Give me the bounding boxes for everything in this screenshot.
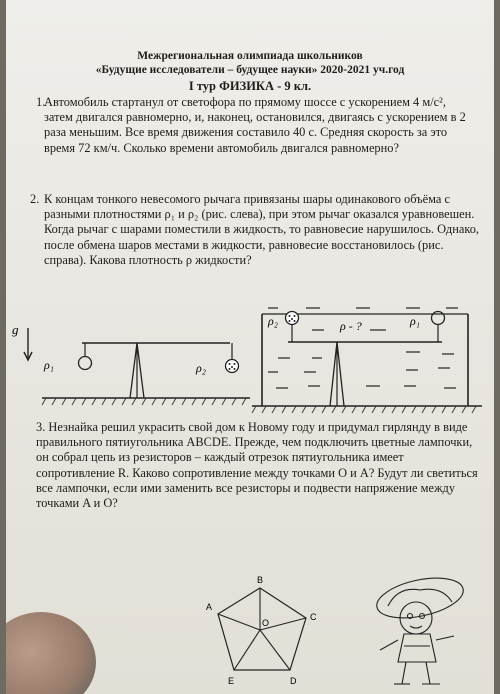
thumb-shadow [6,612,96,694]
header-olympiad: Межрегиональная олимпиада школьников [137,50,363,62]
center-O: O [262,618,270,628]
vertex-B: B [257,575,264,585]
lever-figure [6,306,494,418]
header-round: I тур ФИЗИКА - 9 кл. [188,79,312,93]
right-label-rho2: ρ₂ [268,314,278,328]
worksheet-page [6,0,494,694]
problem-3-text: 3. Незнайка решил украсить свой дом к Новому году и придумал гирлянду в виде правильного пятиугольника ABCDE. Прежде, чем подключить цветные лампочки, он собрал цепь из резисторов – каждый отрезок пятиугольника имеет сопротивление R. Каково сопротивление между точками O и A? Будут ли светиться все лампочки, если ими заменить все резисторы и подвести напряжение между точками A и O? [36,420,478,511]
problem-1-text: Автомобиль стартанул от светофора по прямому шоссе с ускорением 4 м/с², затем двигался равномерно, и, наконец, остановился, двигаясь с ускорением в 2 раза меньшим. Все время движения составило 40 с. Средняя скорость за это время 72 км/ч. Сколько времени автомобиль двигался равномерно? [44,95,466,155]
problem-1-number: 1. [36,95,46,109]
left-label-rho2: ρ₂ [196,361,206,375]
pentagon-figure [196,572,336,690]
vertex-C: C [310,612,317,622]
left-label-rho1: ρ₁ [44,358,54,372]
gravity-label: g [12,322,19,337]
vertex-A: A [206,602,213,612]
pentagon-spokes [218,588,306,670]
right-label-rho1: ρ₁ [410,314,420,328]
problem-2-number: 2. [30,192,40,206]
neznaika-illustration [358,566,488,690]
vertex-E: E [228,676,235,686]
liquid-density-label: ρ - ? [340,319,362,333]
header-title: «Будущие исследователи – будущее науки» 2020-2021 уч.год [95,64,405,76]
left-ball-rho1 [79,357,92,370]
problem-2-text: К концам тонкого невесомого рычага привязаны шары одинакового объёма с разными плотностями ρ₁ и ρ₂ (рис. слева), при этом рычаг оказался уравновешен. Когда рычаг с шарами поместили в жидкость, то равновесие нарушилось. Однако, после обмена шаров местами в жидкости, равновесие восстановилось (рис. справа). Какова плотность ρ жидкости? [44,192,480,267]
vertex-D: D [290,676,297,686]
